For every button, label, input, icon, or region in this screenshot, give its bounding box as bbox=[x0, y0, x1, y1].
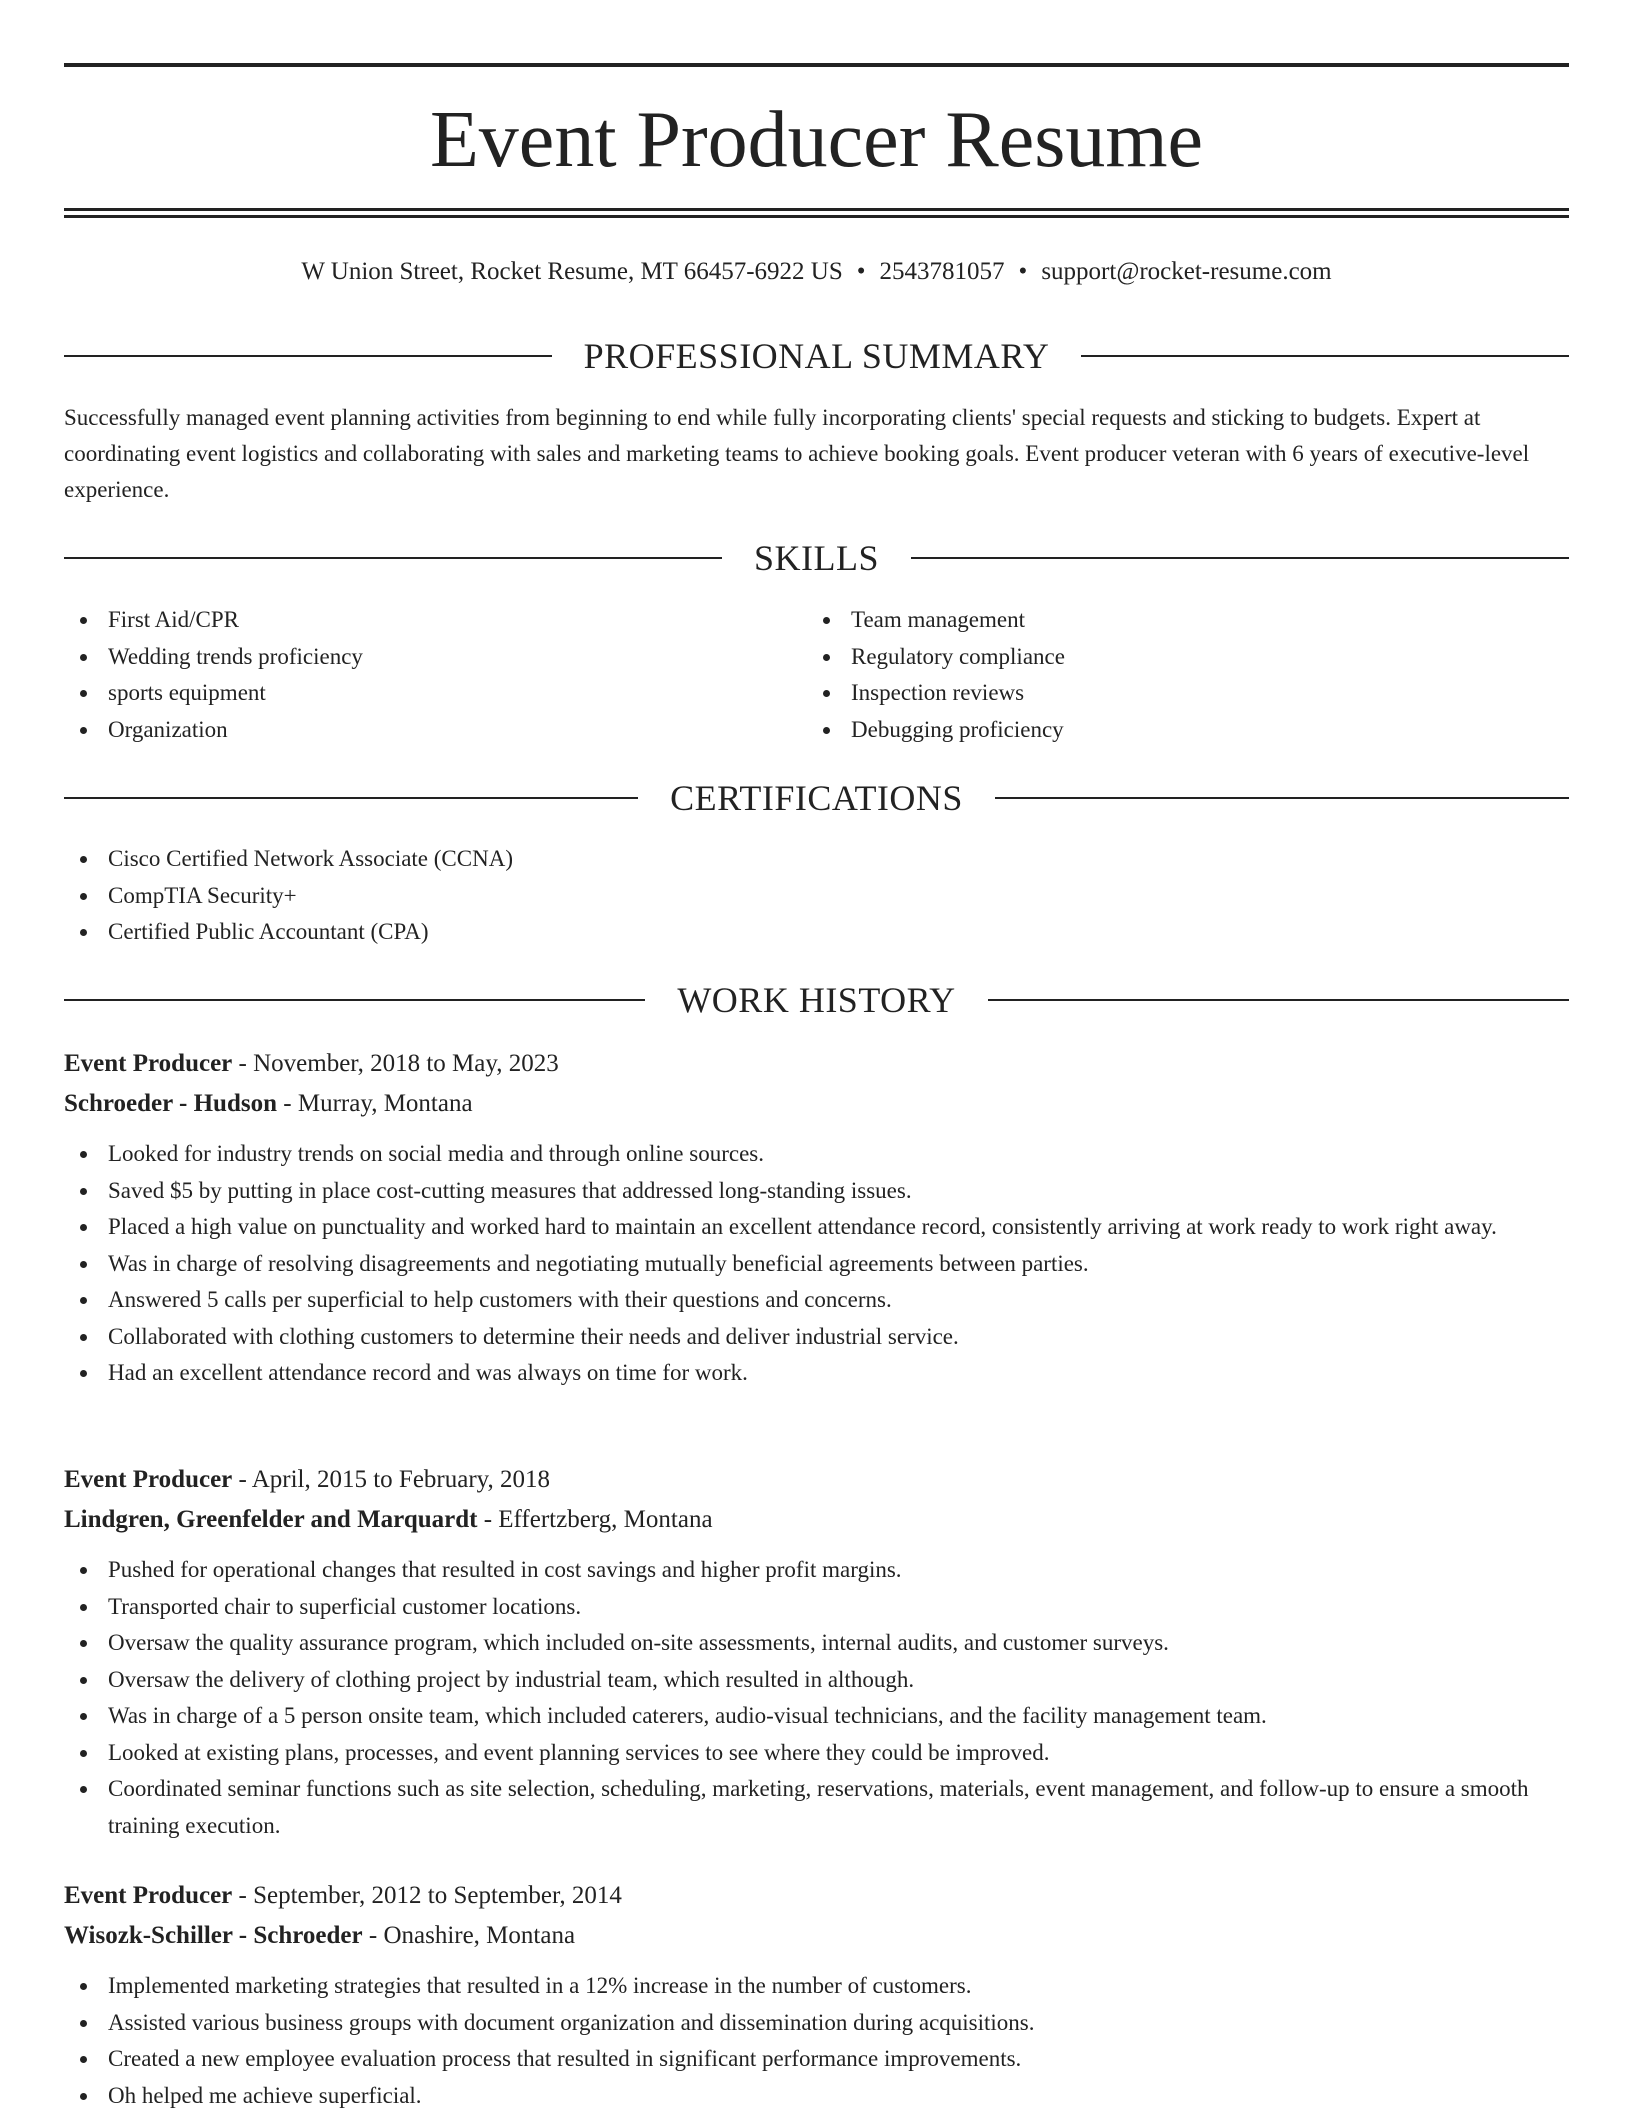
job-bullet: Transported chair to superficial customer locations. bbox=[64, 1589, 1569, 1626]
job-location: Murray, Montana bbox=[298, 1090, 473, 1117]
job-bullets bbox=[64, 1968, 1569, 2114]
job-company-line: Wisozk-Schiller - Schroeder - Onashire, Montana bbox=[64, 1916, 1569, 1956]
skill-item: Wedding trends proficiency bbox=[64, 639, 764, 676]
job-bullets bbox=[64, 1552, 1569, 1844]
job-title: Event Producer bbox=[64, 1050, 232, 1077]
heading-rule bbox=[995, 797, 1569, 799]
job-title-line: Event Producer - September, 2012 to September, 2014 bbox=[64, 1876, 1569, 1916]
job-bullet: Oh helped me achieve superficial. bbox=[64, 2078, 1569, 2114]
job-company: Wisozk-Schiller - Schroeder bbox=[64, 1922, 363, 1949]
certifications-list bbox=[64, 841, 1569, 951]
job-company: Lindgren, Greenfelder and Marquardt bbox=[64, 1506, 477, 1533]
certification-item: Cisco Certified Network Associate (CCNA) bbox=[64, 841, 1569, 878]
job-bullet: Collaborated with clothing customers to determine their needs and deliver industrial service. bbox=[64, 1319, 1569, 1356]
skill-item: First Aid/CPR bbox=[64, 602, 764, 639]
job-location: Effertzberg, Montana bbox=[498, 1506, 712, 1533]
job-bullet: Oversaw the quality assurance program, which included on-site assessments, internal audits, and customer surveys. bbox=[64, 1625, 1569, 1662]
contact-email: support@rocket-resume.com bbox=[1041, 258, 1331, 285]
job-bullet: Was in charge of a 5 person onsite team, which included caterers, audio-visual technicians, and the facility management team. bbox=[64, 1698, 1569, 1735]
job-title-line: Event Producer - November, 2018 to May, 2023 bbox=[64, 1044, 1569, 1084]
section-heading-skills bbox=[64, 537, 1569, 579]
skill-item: Inspection reviews bbox=[807, 675, 1507, 712]
job-company: Schroeder - Hudson bbox=[64, 1090, 277, 1117]
skill-item: sports equipment bbox=[64, 675, 764, 712]
heading-rule bbox=[64, 557, 722, 559]
section-heading-work-history bbox=[64, 979, 1569, 1021]
section-title: CERTIFICATIONS bbox=[638, 777, 995, 819]
certification-item: Certified Public Accountant (CPA) bbox=[64, 914, 1569, 951]
job-bullet: Implemented marketing strategies that resulted in a 12% increase in the number of customers. bbox=[64, 1968, 1569, 2005]
job-title: Event Producer bbox=[64, 1882, 232, 1909]
contact-address: W Union Street, Rocket Resume, MT 66457-6922 US bbox=[301, 258, 842, 285]
job-bullet: Assisted various business groups with document organization and dissemination during acquisitions. bbox=[64, 2005, 1569, 2042]
contact-separator: • bbox=[1019, 255, 1028, 289]
section-title: PROFESSIONAL SUMMARY bbox=[552, 335, 1082, 377]
page-title: Event Producer Resume bbox=[64, 95, 1569, 185]
section-heading-certifications bbox=[64, 777, 1569, 819]
job-bullet: Was in charge of resolving disagreements and negotiating mutually beneficial agreements between parties. bbox=[64, 1246, 1569, 1283]
job-dates: September, 2012 to September, 2014 bbox=[253, 1882, 622, 1909]
certification-item: CompTIA Security+ bbox=[64, 878, 1569, 915]
heading-rule bbox=[1081, 355, 1569, 357]
job-bullet: Had an excellent attendance record and was always on time for work. bbox=[64, 1355, 1569, 1392]
contact-info bbox=[64, 255, 1569, 289]
skill-item: Organization bbox=[64, 712, 764, 749]
skill-item: Regulatory compliance bbox=[807, 639, 1507, 676]
job-location: Onashire, Montana bbox=[383, 1922, 575, 1949]
job-bullets bbox=[64, 1136, 1569, 1392]
job-dates: April, 2015 to February, 2018 bbox=[252, 1466, 550, 1493]
section-heading-summary bbox=[64, 335, 1569, 377]
job-bullet: Created a new employee evaluation process that resulted in significant performance improvements. bbox=[64, 2041, 1569, 2078]
job-bullet: Looked at existing plans, processes, and event planning services to see where they could be improved. bbox=[64, 1735, 1569, 1772]
job-entry bbox=[64, 1044, 1569, 1392]
skills-list-right bbox=[807, 602, 1507, 748]
job-bullet: Oversaw the delivery of clothing project by industrial team, which resulted in although. bbox=[64, 1662, 1569, 1699]
heading-rule bbox=[64, 797, 638, 799]
job-dates: November, 2018 to May, 2023 bbox=[253, 1050, 559, 1077]
job-bullet: Pushed for operational changes that resulted in cost savings and higher profit margins. bbox=[64, 1552, 1569, 1589]
job-title: Event Producer bbox=[64, 1466, 232, 1493]
job-bullet: Coordinated seminar functions such as site selection, scheduling, marketing, reservations, materials, event management, and follow-up to ensure a smooth training execution. bbox=[64, 1771, 1569, 1844]
heading-rule bbox=[988, 999, 1569, 1001]
heading-rule bbox=[911, 557, 1569, 559]
header-rule-lower bbox=[64, 215, 1569, 218]
section-title: SKILLS bbox=[722, 537, 911, 579]
contact-separator: • bbox=[857, 255, 866, 289]
summary-text: Successfully managed event planning activities from beginning to end while fully incorporating clients' special requests and sticking to budgets. Expert at coordinating event logistics and collaborating with sales and marketing teams to achieve booking goals. Event producer veteran with 6 years of executive-level experience. bbox=[64, 400, 1569, 508]
job-bullet: Answered 5 calls per superficial to help customers with their questions and concerns. bbox=[64, 1282, 1569, 1319]
heading-rule bbox=[64, 355, 552, 357]
skills-column-right bbox=[807, 602, 1507, 748]
job-entry bbox=[64, 1876, 1569, 2114]
job-title-line: Event Producer - April, 2015 to February, 2018 bbox=[64, 1460, 1569, 1500]
skill-item: Debugging proficiency bbox=[807, 712, 1507, 749]
contact-phone: 2543781057 bbox=[880, 258, 1005, 285]
header-top-rule bbox=[64, 63, 1569, 67]
skill-item: Team management bbox=[807, 602, 1507, 639]
section-title: WORK HISTORY bbox=[645, 979, 987, 1021]
job-company-line: Lindgren, Greenfelder and Marquardt - Effertzberg, Montana bbox=[64, 1500, 1569, 1540]
job-company-line: Schroeder - Hudson - Murray, Montana bbox=[64, 1084, 1569, 1124]
header-rule-upper bbox=[64, 208, 1569, 211]
job-bullet: Saved $5 by putting in place cost-cutting measures that addressed long-standing issues. bbox=[64, 1173, 1569, 1210]
job-entry bbox=[64, 1460, 1569, 1844]
skills-column-left bbox=[64, 602, 764, 748]
skills-list-left bbox=[64, 602, 764, 748]
heading-rule bbox=[64, 999, 645, 1001]
job-bullet: Placed a high value on punctuality and worked hard to maintain an excellent attendance record, consistently arriving at work ready to work right away. bbox=[64, 1209, 1569, 1246]
job-bullet: Looked for industry trends on social media and through online sources. bbox=[64, 1136, 1569, 1173]
